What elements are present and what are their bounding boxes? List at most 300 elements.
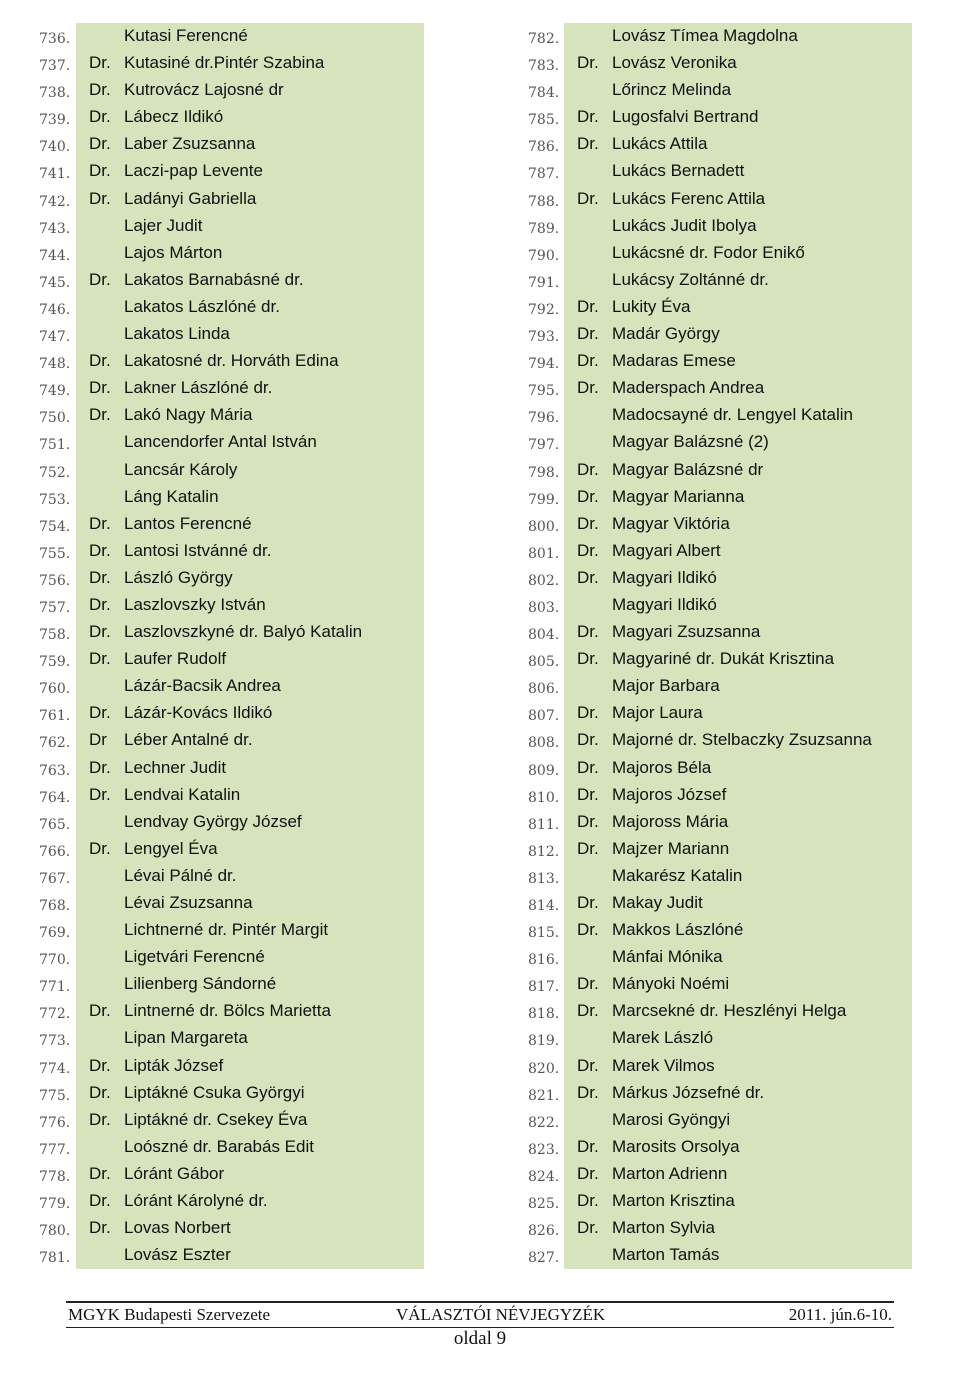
entry-title: Dr. [577, 324, 599, 344]
entry-cell [76, 1053, 424, 1080]
entry-number: 780. [39, 1223, 71, 1240]
entry-number: 748. [39, 356, 71, 373]
entry-title: Dr. [577, 513, 599, 533]
entry-cell [76, 429, 424, 456]
entry-cell [564, 673, 912, 700]
entry-name: Lóránt Gábor [124, 1163, 225, 1183]
entry-title: Dr. [89, 1191, 111, 1211]
entry-name: Lóránt Károlyné dr. [124, 1191, 268, 1211]
entry-number: 814. [528, 898, 560, 914]
entry-title: Dr. [89, 1055, 111, 1075]
entry-title: Dr. [89, 269, 111, 289]
entry-name: Majoros Béla [612, 757, 712, 777]
entry-name: Magyari Ildikó [612, 567, 717, 587]
entry-number: 749. [39, 383, 71, 400]
entry-cell [564, 77, 912, 104]
entry-title: Dr. [89, 188, 111, 208]
entry-cell [564, 538, 912, 565]
entry-name: Ladányi Gabriella [124, 188, 257, 208]
entry-cell [76, 998, 424, 1025]
entry-cell [76, 592, 424, 619]
entry-title: Dr. [577, 622, 599, 642]
entry-number: 799. [528, 491, 560, 508]
entry-cell [564, 727, 912, 754]
entry-name: Lantos Ferencné [124, 513, 252, 533]
entry-number: 801. [528, 545, 560, 562]
entry-cell [76, 863, 424, 890]
entry-name: Madaras Emese [612, 351, 736, 371]
entry-name: Lovas Norbert [124, 1218, 231, 1238]
entry-number: 782. [528, 31, 560, 47]
entry-cell [76, 700, 424, 727]
entry-cell [76, 890, 424, 917]
entry-name: Láng Katalin [124, 486, 219, 506]
entry-cell [76, 809, 424, 836]
entry-name: Lipan Margareta [124, 1028, 248, 1048]
entry-number: 741. [39, 166, 71, 183]
entry-cell [564, 836, 912, 863]
entry-title: Dr. [89, 161, 111, 181]
entry-number: 756. [39, 572, 71, 589]
entry-name: Major Laura [612, 703, 703, 723]
entry-number: 763. [39, 762, 71, 779]
entry-name: Majoros József [612, 784, 727, 804]
entry-number: 766. [39, 843, 71, 860]
entry-number: 823. [528, 1141, 560, 1158]
entry-name: Lukács Attila [612, 134, 708, 154]
entry-name: Ligetvári Ferencné [124, 947, 265, 967]
entry-name: Majorné dr. Stelbaczky Zsuzsanna [612, 730, 872, 750]
entry-name: Madocsayné dr. Lengyel Katalin [612, 405, 853, 425]
entry-cell [76, 971, 424, 998]
entry-name: Lakatosné dr. Horváth Edina [124, 351, 339, 371]
entry-cell [564, 1161, 912, 1188]
entry-cell [564, 457, 912, 484]
entry-cell [76, 836, 424, 863]
entry-cell [564, 50, 912, 77]
entry-cell [76, 267, 424, 294]
entry-cell [564, 944, 912, 971]
entry-name: László György [124, 567, 233, 587]
entry-number: 816. [528, 952, 560, 969]
entry-title: Dr. [577, 838, 599, 858]
page-footer [66, 1301, 894, 1328]
entry-title: Dr. [89, 622, 111, 642]
entry-number: 737. [39, 58, 71, 75]
entry-name: Laber Zsuzsanna [124, 134, 256, 154]
entry-number: 781. [39, 1250, 71, 1267]
entry-number: 743. [39, 220, 71, 237]
entry-number: 826. [528, 1223, 560, 1240]
entry-number: 778. [39, 1168, 71, 1185]
entry-title: Dr. [89, 80, 111, 100]
entry-title: Dr. [89, 757, 111, 777]
entry-number: 764. [39, 789, 71, 806]
entry-cell [76, 944, 424, 971]
entry-title: Dr. [577, 703, 599, 723]
entry-name: Lugosfalvi Bertrand [612, 107, 759, 127]
entry-cell [564, 646, 912, 673]
entry-cell [564, 429, 912, 456]
entry-cell [564, 104, 912, 131]
entry-title: Dr. [577, 811, 599, 831]
entry-name: Magyari Ildikó [612, 594, 717, 614]
entry-number: 802. [528, 572, 560, 589]
entry-cell [564, 321, 912, 348]
entry-cell [76, 50, 424, 77]
entry-number: 785. [528, 112, 560, 129]
entry-name: Lovász Eszter [124, 1245, 231, 1265]
entry-number: 746. [39, 301, 71, 318]
entry-name: Lancendorfer Antal István [124, 432, 317, 452]
entry-cell [76, 1025, 424, 1052]
entry-number: 804. [528, 627, 560, 644]
entry-cell [564, 158, 912, 185]
entry-number: 797. [528, 437, 560, 454]
entry-number: 757. [39, 599, 71, 616]
entry-number: 784. [528, 85, 560, 102]
entry-number: 819. [528, 1033, 560, 1050]
entry-name: Lakner Lászlóné dr. [124, 378, 273, 398]
entry-number: 790. [528, 247, 560, 264]
entry-cell [564, 565, 912, 592]
entry-number: 824. [528, 1168, 560, 1185]
entry-number: 818. [528, 1006, 560, 1023]
entry-number: 813. [528, 870, 560, 887]
entry-title: Dr. [89, 540, 111, 560]
entry-number: 768. [39, 898, 71, 914]
entry-number: 792. [528, 301, 560, 318]
entry-cell [564, 917, 912, 944]
entry-cell [76, 1188, 424, 1215]
entry-cell [564, 240, 912, 267]
entry-number: 815. [528, 925, 560, 942]
entry-number: 812. [528, 843, 560, 860]
entry-title: Dr. [577, 188, 599, 208]
entry-name: Lintnerné dr. Bölcs Marietta [124, 1001, 331, 1021]
footer-date: 2011. jún.6-10. [788, 1305, 892, 1324]
entry-name: Kutasi Ferencné [124, 26, 248, 45]
entry-title: Dr. [577, 649, 599, 669]
entry-cell [76, 1215, 424, 1242]
entry-title: Dr [89, 730, 107, 750]
entry-title: Dr. [89, 1082, 111, 1102]
entry-name: Marek László [612, 1028, 714, 1048]
entry-number: 793. [528, 329, 560, 346]
entry-name: Lukácsné dr. Fodor Enikő [612, 242, 805, 262]
page-number: oldal 9 [453, 1328, 507, 1349]
entry-cell [76, 673, 424, 700]
entry-title: Dr. [89, 53, 111, 73]
entry-title: Dr. [577, 1001, 599, 1021]
entry-name: Maderspach Andrea [612, 378, 765, 398]
entry-name: Lilienberg Sándorné [124, 974, 277, 994]
entry-cell [564, 511, 912, 538]
entry-cell [564, 1053, 912, 1080]
entry-name: Lázár-Kovács Ildikó [124, 703, 273, 723]
entry-cell [564, 998, 912, 1025]
entry-title: Dr. [89, 838, 111, 858]
entry-title: Dr. [89, 1218, 111, 1238]
entry-name: Lakatos Linda [124, 324, 230, 344]
entry-name: Lukity Éva [612, 296, 691, 316]
entry-name: Kutrovácz Lajosné dr [124, 80, 284, 100]
entry-name: Lukács Ferenc Attila [612, 188, 766, 208]
entry-cell [76, 23, 424, 50]
entry-title: Dr. [577, 730, 599, 750]
entry-cell [76, 1080, 424, 1107]
entry-cell [564, 890, 912, 917]
entry-cell [76, 782, 424, 809]
entry-title: Dr. [89, 567, 111, 587]
entry-name: Lechner Judit [124, 757, 227, 777]
entry-number: 762. [39, 735, 71, 752]
entry-number: 808. [528, 735, 560, 752]
entry-number: 775. [39, 1087, 71, 1104]
entry-number: 796. [528, 410, 560, 427]
entry-number: 758. [39, 627, 71, 644]
entry-cell [76, 917, 424, 944]
entry-cell [76, 104, 424, 131]
entry-name: Lakatos Barnabásné dr. [124, 269, 304, 289]
entry-title: Dr. [577, 1055, 599, 1075]
entry-title: Dr. [577, 1136, 599, 1156]
entry-number: 773. [39, 1033, 71, 1050]
entry-cell [76, 646, 424, 673]
entry-cell [76, 1107, 424, 1134]
entry-title: Dr. [89, 378, 111, 398]
entry-cell [564, 294, 912, 321]
entry-title: Dr. [89, 1163, 111, 1183]
entry-name: Lancsár Károly [124, 459, 238, 479]
entry-title: Dr. [577, 1082, 599, 1102]
entry-number: 739. [39, 112, 71, 129]
entry-number: 753. [39, 491, 71, 508]
entry-name: Marek Vilmos [612, 1055, 715, 1075]
entry-cell [564, 971, 912, 998]
entry-number: 759. [39, 654, 71, 671]
entry-number: 800. [528, 518, 560, 535]
entry-title: Dr. [577, 296, 599, 316]
entry-cell [76, 619, 424, 646]
entry-name: Laszlovszkyné dr. Balyó Katalin [124, 622, 363, 642]
entry-number: 738. [39, 85, 71, 102]
entry-name: Lajer Judit [124, 215, 203, 235]
entry-cell [564, 186, 912, 213]
entry-cell [564, 809, 912, 836]
entry-number: 791. [528, 274, 560, 291]
entry-cell [564, 23, 912, 50]
entry-cell [564, 1188, 912, 1215]
entry-cell [564, 592, 912, 619]
entry-name: Laufer Rudolf [124, 649, 227, 669]
entry-name: Lipták József [124, 1055, 224, 1075]
entry-name: Lovász Veronika [612, 53, 737, 73]
entry-number: 736. [39, 31, 71, 47]
footer-organization: MGYK Budapesti Szervezete [68, 1305, 271, 1324]
entry-name: Lévai Pálné dr. [124, 865, 237, 885]
entry-name: Kutasiné dr.Pintér Szabina [124, 53, 325, 73]
entry-name: Makarész Katalin [612, 865, 743, 885]
entry-name: Lantosi Istvánné dr. [124, 540, 272, 560]
entry-title: Dr. [89, 649, 111, 669]
entry-cell [564, 402, 912, 429]
entry-title: Dr. [577, 1218, 599, 1238]
entry-name: Liptákné dr. Csekey Éva [124, 1109, 308, 1129]
entry-number: 747. [39, 329, 71, 346]
entry-number: 783. [528, 58, 560, 75]
entry-number: 788. [528, 193, 560, 210]
entry-title: Dr. [577, 351, 599, 371]
entry-title: Dr. [89, 784, 111, 804]
entry-title: Dr. [577, 486, 599, 506]
entry-number: 744. [39, 247, 71, 264]
entry-number: 786. [528, 139, 560, 156]
entry-name: Magyar Viktória [612, 513, 730, 533]
entry-number: 742. [39, 193, 71, 210]
entry-number: 760. [39, 681, 71, 698]
entry-number: 769. [39, 925, 71, 942]
entry-cell [564, 1025, 912, 1052]
entry-title: Dr. [577, 107, 599, 127]
entry-cell [564, 375, 912, 402]
entry-cell [564, 700, 912, 727]
entry-title: Dr. [577, 1191, 599, 1211]
entry-number: 787. [528, 166, 560, 183]
entry-name: Magyariné dr. Dukát Krisztina [612, 649, 835, 669]
entry-name: Marosits Orsolya [612, 1136, 740, 1156]
entry-title: Dr. [89, 351, 111, 371]
entry-title: Dr. [89, 1109, 111, 1129]
entry-name: Lázár-Bacsik Andrea [124, 676, 281, 696]
entry-number: 772. [39, 1006, 71, 1023]
entry-cell [564, 1134, 912, 1161]
entry-number: 752. [39, 464, 71, 481]
entry-cell [564, 1107, 912, 1134]
entry-cell [76, 1161, 424, 1188]
entry-name: Lendvay György József [124, 811, 302, 831]
entry-cell [76, 565, 424, 592]
entry-name: Lábecz Ildikó [124, 107, 224, 127]
entry-cell [564, 267, 912, 294]
entry-number: 822. [528, 1114, 560, 1131]
entry-name: Magyar Balázsné dr [612, 459, 764, 479]
entry-cell [76, 294, 424, 321]
entry-cell [564, 619, 912, 646]
entry-number: 825. [528, 1196, 560, 1213]
entry-name: Lukács Judit Ibolya [612, 215, 757, 235]
entry-number: 751. [39, 437, 71, 454]
entry-title: Dr. [577, 920, 599, 940]
entry-number: 767. [39, 870, 71, 887]
entry-cell [564, 755, 912, 782]
entry-number: 789. [528, 220, 560, 237]
entry-cell [76, 213, 424, 240]
entry-cell [564, 1215, 912, 1242]
entry-cell [76, 375, 424, 402]
entry-name: Marton Krisztina [612, 1191, 735, 1211]
entry-title: Dr. [577, 459, 599, 479]
entry-name: Lovász Tímea Magdolna [612, 26, 798, 45]
entry-name: Marton Tamás [612, 1245, 720, 1265]
entry-number: 750. [39, 410, 71, 427]
entry-name: Lajos Márton [124, 242, 223, 262]
entry-number: 745. [39, 274, 71, 291]
entry-number: 779. [39, 1196, 71, 1213]
entry-cell [564, 1242, 912, 1269]
entry-cell [76, 321, 424, 348]
entry-name: Léber Antalné dr. [124, 730, 253, 750]
entry-number: 794. [528, 356, 560, 373]
entry-cell [76, 158, 424, 185]
entry-name: Mánfai Mónika [612, 947, 723, 967]
entry-name: Marcsekné dr. Heszlényi Helga [612, 1001, 847, 1021]
entry-number: 821. [528, 1087, 560, 1104]
entry-number: 807. [528, 708, 560, 725]
entry-name: Loószné dr. Barabás Edit [124, 1136, 314, 1156]
entry-title: Dr. [89, 513, 111, 533]
entry-cell [76, 484, 424, 511]
entry-title: Dr. [577, 378, 599, 398]
entry-name: Marton Sylvia [612, 1218, 715, 1238]
entry-cell [76, 727, 424, 754]
entry-cell [564, 863, 912, 890]
entry-name: Lakatos Lászlóné dr. [124, 296, 280, 316]
entry-name: Lukácsy Zoltánné dr. [612, 269, 769, 289]
entry-number: 740. [39, 139, 71, 156]
entry-title: Dr. [577, 134, 599, 154]
entry-number: 774. [39, 1060, 71, 1077]
entry-title: Dr. [577, 540, 599, 560]
entry-name: Lőrincz Melinda [612, 80, 732, 100]
entry-number: 810. [528, 789, 560, 806]
entry-cell [76, 457, 424, 484]
entry-name: Marosi Gyöngyi [612, 1109, 731, 1129]
entry-cell [564, 213, 912, 240]
entry-title: Dr. [89, 594, 111, 614]
entry-number: 805. [528, 654, 560, 671]
entry-name: Lendvai Katalin [124, 784, 241, 804]
entry-title: Dr. [577, 1163, 599, 1183]
entry-number: 765. [39, 816, 71, 833]
footer-document-title: VÁLASZTÓI NÉVJEGYZÉK [396, 1305, 606, 1324]
entry-number: 803. [528, 599, 560, 616]
entry-cell [76, 511, 424, 538]
entry-name: Mányoki Noémi [612, 974, 730, 994]
entry-cell [76, 131, 424, 158]
entry-name: Majoross Mária [612, 811, 729, 831]
entry-number: 820. [528, 1060, 560, 1077]
entry-cell [76, 348, 424, 375]
entry-number: 754. [39, 518, 71, 535]
entry-number: 795. [528, 383, 560, 400]
entry-number: 809. [528, 762, 560, 779]
entry-name: Majzer Mariann [612, 838, 730, 858]
entry-name: Major Barbara [612, 676, 720, 696]
entry-cell [76, 1242, 424, 1269]
entry-title: Dr. [577, 974, 599, 994]
entry-title: Dr. [577, 784, 599, 804]
entry-title: Dr. [89, 107, 111, 127]
entry-name: Lukács Bernadett [612, 161, 745, 181]
entry-cell [564, 131, 912, 158]
entry-name: Laszlovszky István [124, 594, 266, 614]
entry-title: Dr. [89, 703, 111, 723]
entry-cell [76, 186, 424, 213]
entry-cell [76, 538, 424, 565]
entry-name: Lengyel Éva [124, 838, 218, 858]
entry-number: 771. [39, 979, 71, 996]
